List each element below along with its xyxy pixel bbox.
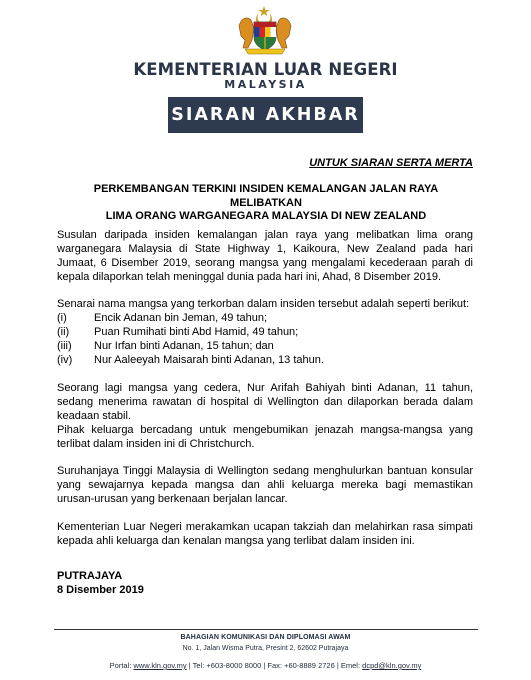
- victims-intro: Senarai nama mangsa yang terkorban dalam insiden tersebut adalah seperti berikut:: [57, 298, 470, 310]
- headline-line-2: LIMA ORANG WARGANEGARA MALAYSIA DI NEW ZEALAND: [105, 210, 427, 222]
- paragraph-6: Kementerian Luar Negeri merakamkan ucapan takziah dan melahirkan rasa simpati kepada ahli keluarga dan kenalan mangsa yang terlibat dalam insiden ini.: [57, 521, 473, 547]
- paragraph-1: Susulan daripada insiden kemalangan jalan raya yang melibatkan lima orang warganegara Malaysia di State Highway 1, Kaikoura, New Zealand pada hari Jumaat, 6 Disember 2019, seorang mangsa yang mengalami kecederaan parah di kepala dilaporkan telah meninggal dunia pada hari ini, Ahad, 8 Disember 2019.: [57, 229, 473, 283]
- email-label: Emel:: [340, 661, 361, 670]
- ministry-name: KEMENTERIAN LUAR NEGERI: [133, 60, 398, 79]
- list-item-text: Puan Rumihati binti Abd Hamid, 49 tahun;: [94, 326, 299, 338]
- list-item: [57, 339, 473, 353]
- separator: |: [336, 661, 341, 670]
- ministry-country: MALAYSIA: [224, 78, 307, 91]
- email-link[interactable]: dcpd@kln.gov.my: [362, 661, 422, 670]
- press-release-banner: SIARAN AKHBAR: [168, 97, 363, 133]
- separator: |: [188, 661, 193, 670]
- footer-divider: [54, 629, 478, 630]
- list-item-text: Nur Aaleeyah Maisarah binti Adanan, 13 tahun.: [94, 354, 324, 366]
- list-item: [57, 353, 473, 367]
- headline-line-1: PERKEMBANGAN TERKINI INSIDEN KEMALANGAN JALAN RAYA MELIBATKAN: [93, 183, 439, 209]
- paragraph-4: Pihak keluarga bercadang untuk mengebumikan jenazah mangsa-mangsa yang terlibat dalam insiden ini di Christchurch.: [57, 424, 473, 450]
- list-item-number: (iv): [57, 354, 73, 366]
- footer-address: No. 1, Jalan Wisma Putra, Presint 2, 62602 Putrajaya: [182, 645, 349, 652]
- list-item-text: Nur Irfan binti Adanan, 15 tahun; dan: [94, 340, 274, 352]
- headline: [60, 183, 472, 224]
- list-item-text: Encik Adanan bin Jeman, 49 tahun;: [94, 312, 268, 324]
- signoff-date: 8 Disember 2019: [57, 584, 144, 596]
- list-item-number: (ii): [57, 326, 70, 338]
- footer-department: BAHAGIAN KOMUNIKASI DAN DIPLOMASI AWAM: [180, 634, 351, 641]
- portal-label: Portal:: [109, 661, 132, 670]
- list-item: [57, 325, 473, 339]
- separator: |: [263, 661, 268, 670]
- list-item-number: (i): [57, 312, 67, 324]
- list-item: [57, 311, 473, 325]
- paragraph-3: Seorang lagi mangsa yang cedera, Nur Arifah Bahiyah binti Adanan, 11 tahun, sedang menerima rawatan di hospital di Wellington dan dilaporkan berada dalam keadaan stabil.: [57, 382, 473, 422]
- signoff: [57, 569, 144, 597]
- urgency-label: UNTUK SIARAN SERTA MERTA: [309, 157, 473, 169]
- paragraph-5: Suruhanjaya Tinggi Malaysia di Wellington sedang menghulurkan bantuan konsular yang sewajarnya kepada mangsa dan ahli keluarga mereka bagi memastikan urusan-urusan yang berkenaan berjalan lancar.: [57, 465, 473, 505]
- portal-link[interactable]: www.kln.gov.my: [133, 661, 187, 670]
- signoff-place: PUTRAJAYA: [57, 570, 123, 582]
- tel-number: Tel: +603-8000 8000: [192, 661, 262, 670]
- footer-contact: [0, 661, 531, 670]
- coat-of-arms-icon: [233, 4, 297, 56]
- list-item-number: (iii): [57, 340, 72, 352]
- fax-number: Fax: +60-8889 2726: [267, 661, 335, 670]
- victims-list: [57, 311, 473, 367]
